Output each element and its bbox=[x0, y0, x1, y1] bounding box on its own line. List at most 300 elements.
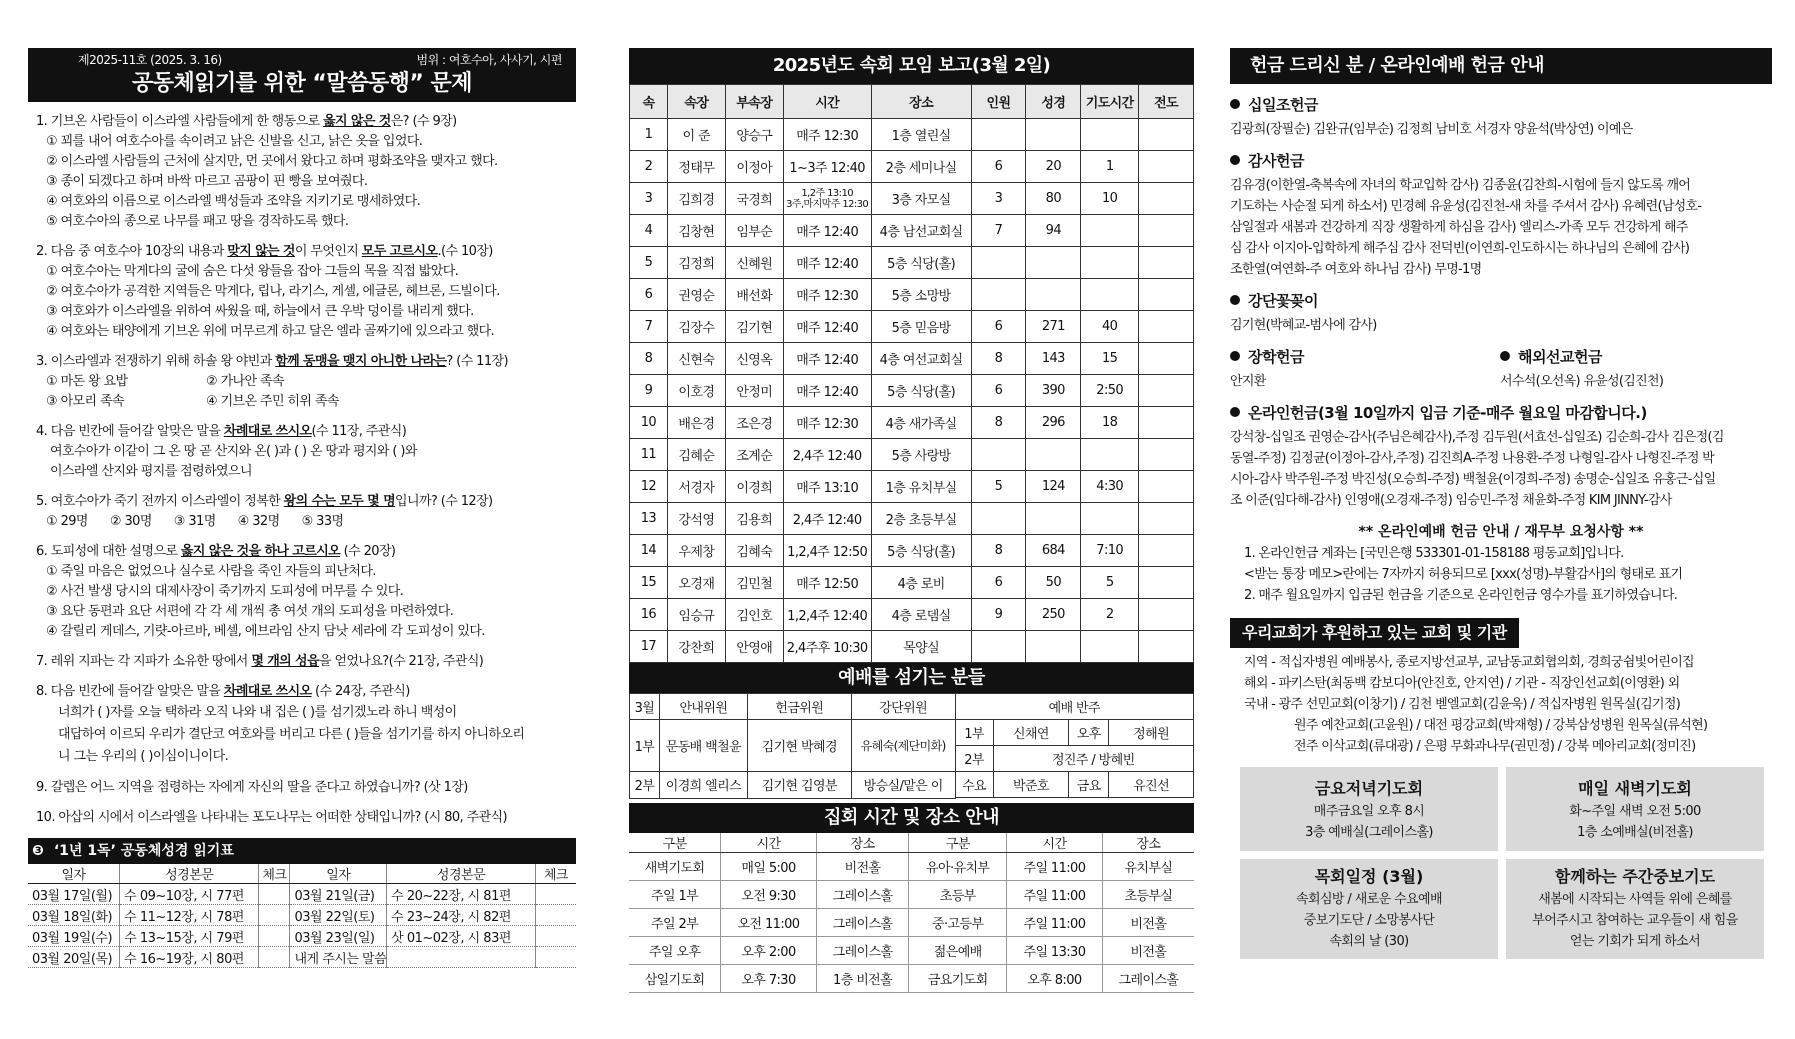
table-cell: 삿 01~02장, 시 83편 bbox=[387, 926, 536, 947]
table-cell: 2층 세미나실 bbox=[871, 151, 971, 183]
table-cell: 11 bbox=[630, 439, 668, 471]
table-cell: 김기현 bbox=[725, 311, 783, 343]
table-cell: 14 bbox=[630, 535, 668, 567]
table-cell bbox=[1139, 151, 1194, 183]
table-cell: 강석영 bbox=[667, 503, 725, 535]
table-row bbox=[629, 909, 1194, 937]
table-cell: 비전홀 bbox=[1102, 937, 1194, 965]
table-cell bbox=[387, 947, 536, 968]
table-row bbox=[630, 407, 1194, 439]
table-cell: 매주 12:40 bbox=[783, 343, 871, 375]
option: ① 꾀를 내어 여호수아를 속이려고 낡은 신발을 신고, 낡은 옷을 입었다. bbox=[46, 134, 423, 149]
info-boxes bbox=[1230, 767, 1772, 959]
table-cell: 국경희 bbox=[725, 183, 783, 215]
table-cell: 8 bbox=[971, 343, 1026, 375]
option: ① 여호수아는 막게다의 굴에 숨은 다섯 왕들을 잡아 그들의 목을 직접 밟았다. bbox=[46, 264, 459, 279]
table-cell: 6 bbox=[971, 375, 1026, 407]
table-cell: 94 bbox=[1026, 215, 1081, 247]
table-cell bbox=[1139, 407, 1194, 439]
table-row bbox=[630, 631, 1194, 663]
table-cell bbox=[1081, 215, 1139, 247]
table-cell: 6 bbox=[630, 279, 668, 311]
option: ① 마돈 왕 요밥 bbox=[46, 374, 128, 389]
option: ⑤ 여호수아의 종으로 나무를 패고 땅을 경작하도록 했다. bbox=[46, 214, 349, 229]
option: ④ 기브온 주민 히위 족속 bbox=[206, 394, 339, 409]
scholarship-mission-section: 장학헌금 안지환 해외선교헌금 서수석(오선옥) 유윤성(김진천) bbox=[1230, 348, 1664, 389]
table-row bbox=[630, 247, 1194, 279]
question-5: 5. 여호수아가 죽기 전까지 이스라엘이 정복한 왕의 수는 모두 몇 명입니까? (수 12장) ① 29명 ② 30명 ③ 31명 ④ 32명 ⑤ 33명 bbox=[28, 492, 576, 532]
table-cell bbox=[971, 279, 1026, 311]
table-cell: 1층 비전홀 bbox=[816, 965, 908, 993]
table-cell bbox=[1139, 439, 1194, 471]
table-cell: 1,2,4주 12:40 bbox=[783, 599, 871, 631]
table-cell: 03월 17일(월) bbox=[28, 884, 120, 905]
table-cell: 매일 5:00 bbox=[721, 853, 817, 881]
table-cell: 5층 사랑방 bbox=[871, 439, 971, 471]
table-cell: 7 bbox=[971, 215, 1026, 247]
table-row bbox=[629, 881, 1194, 909]
offering-column bbox=[1230, 48, 1772, 959]
table-cell: 오후 7:30 bbox=[721, 965, 817, 993]
option: ② 이스라엘 사람들의 근처에 살지만, 먼 곳에서 왔다고 하며 평화조약을 맺자고 했다. bbox=[46, 154, 498, 169]
table-cell: 4층 남선교회실 bbox=[871, 215, 971, 247]
table-cell: 젊은예배 bbox=[909, 937, 1007, 965]
table-cell bbox=[1026, 631, 1081, 663]
table-row bbox=[630, 471, 1194, 503]
question-8: 8. 다음 빈칸에 들어갈 알맞은 말을 차례대로 쓰시오 (수 24장, 주관식) 너희가 ( )자를 오늘 택하라 오직 나와 내 집은 ( )를 섬기겠노라 하니 백성이 대답하여 이르되 우리가 결단코 여호와를 버리고 다른 ( )들을 섬기기를 하지 아니하오리 니 그는 우리의 ( )이심이니이다. bbox=[36, 684, 525, 764]
reading-plan-title: ‘1년 1독’ 공동체성경 읽기표 bbox=[53, 843, 234, 859]
option: ③ 요단 동편과 요단 서편에 각 각 세 개씩 총 여섯 개의 도피성을 마련하였다. bbox=[46, 604, 454, 619]
table-cell: 신영옥 bbox=[725, 343, 783, 375]
table-row bbox=[28, 905, 576, 926]
table-cell: 15 bbox=[1081, 343, 1139, 375]
table-cell: 143 bbox=[1026, 343, 1081, 375]
table-cell: 4:30 bbox=[1081, 471, 1139, 503]
table-cell: 18 bbox=[1081, 407, 1139, 439]
table-cell: 6 bbox=[971, 151, 1026, 183]
number-badge-icon: ❸ bbox=[32, 843, 44, 859]
table-cell: 5 bbox=[971, 471, 1026, 503]
table-cell bbox=[1139, 535, 1194, 567]
cell-group-column bbox=[629, 48, 1194, 993]
table-cell: 삼일기도회 bbox=[629, 965, 721, 993]
table-cell: 8 bbox=[971, 407, 1026, 439]
table-cell: 1층 열린실 bbox=[871, 119, 971, 151]
table-row bbox=[28, 947, 576, 968]
bullet-icon bbox=[1230, 99, 1240, 109]
table-cell: 우제창 bbox=[667, 535, 725, 567]
table-row bbox=[630, 183, 1194, 215]
table-cell: 03월 21일(금) bbox=[290, 884, 387, 905]
table-cell: 3 bbox=[630, 183, 668, 215]
table-cell: 4층 새가족실 bbox=[871, 407, 971, 439]
table-cell: 5 bbox=[630, 247, 668, 279]
table-row bbox=[630, 535, 1194, 567]
table-cell: 수 20~22장, 시 81편 bbox=[387, 884, 536, 905]
table-cell: 2,4주 12:40 bbox=[783, 503, 871, 535]
table-cell bbox=[259, 947, 290, 968]
table-cell: 390 bbox=[1026, 375, 1081, 407]
table-cell bbox=[1081, 503, 1139, 535]
option: ③ 종이 되겠다고 하며 바싹 마르고 곰팡이 핀 빵을 보여줬다. bbox=[46, 174, 368, 189]
table-cell bbox=[535, 926, 576, 947]
question-2: 2. 다음 중 여호수아 10장의 내용과 맞지 않는 것이 무엇인지 모두 고르시오.(수 10장) ① 여호수아는 막게다의 굴에 숨은 다섯 왕들을 잡아 그들의 목을 직접 밟았다. ② 여호수아가 공격한 지역들은 막게다, 립나, 라기스, 게셀, 에글론, 헤브론, 드빌이다. ③ 여호와가 이스라엘을 위하여 싸웠을 때, 하늘에서 큰 우박 덩이를 내리게 했다. ④ 여호와는 태양에게 기브온 위에 머무르게 하고 달은 엘라 골짜기에 있으라고 했다. bbox=[28, 242, 576, 342]
table-cell: 20 bbox=[1026, 151, 1081, 183]
table-cell: 안정미 bbox=[725, 375, 783, 407]
table-cell: 매주 12:30 bbox=[783, 279, 871, 311]
table-cell bbox=[1139, 375, 1194, 407]
table-cell: 오후 2:00 bbox=[721, 937, 817, 965]
table-cell bbox=[259, 926, 290, 947]
table-cell bbox=[1081, 631, 1139, 663]
question-4: 4. 다음 빈칸에 들어갈 알맞은 말을 차례대로 쓰시오(수 11장, 주관식) 여호수아가 이같이 그 온 땅 곧 산지와 온( )과 ( ) 온 땅과 평지와 ( )와 이스라엘 산지와 평지를 점령하였으니 bbox=[36, 424, 417, 479]
bullet-icon bbox=[1230, 155, 1240, 165]
worship-servers-table bbox=[629, 693, 1194, 799]
table-cell: 3 bbox=[971, 183, 1026, 215]
table-row bbox=[630, 567, 1194, 599]
table-cell: 이경희 bbox=[725, 471, 783, 503]
table-cell: 2층 초등부실 bbox=[871, 503, 971, 535]
question-list bbox=[28, 112, 576, 828]
table-row bbox=[630, 215, 1194, 247]
option: ④ 여호와는 태양에게 기브온 위에 머무르게 하고 달은 엘라 골짜기에 있으라고 했다. bbox=[46, 324, 495, 339]
table-row bbox=[630, 151, 1194, 183]
online-notice: ** 온라인예배 헌금 안내 / 재무부 요청사항 ** 1. 온라인헌금 계좌는 [국민은행 533301-01-158188 평동교회]입니다. <받는 통장 메모>란에는 7자까지 허용되므로 [xxx(성명)-부활감사]의 형태로 표기 2. 매주 월요일까지 입금된 헌금을 기준으로 온라인헌금 영수가를 표기하였습니다. bbox=[1244, 524, 1683, 603]
support-list: 지역 - 적십자병원 예배봉사, 종로지방선교부, 교남동교회협의회, 경희궁쉼빛어린이집 해외 - 파키스탄(최동백 캄보디아(안진호, 안지연) / 기관 - 직장인선교회(이영환) 외 국내 - 광주 선민교회(이창기) / 김천 벧엘교회(김윤욱) / 적십자병원 원목실(김기정) 원주 예찬교회(고윤원) / 대전 평강교회(박재형) / 강북삼성병원 원목실(류석현) 전주 이삭교회(류대광) / 은평 무화과나무(권민정) / 강북 메아리교회(정미진) bbox=[1244, 655, 1708, 754]
table-cell: 수 09~10장, 시 77편 bbox=[120, 884, 259, 905]
table-cell bbox=[535, 884, 576, 905]
cell-report-table bbox=[629, 84, 1194, 663]
table-cell bbox=[971, 439, 1026, 471]
table-cell: 12 bbox=[630, 471, 668, 503]
table-row bbox=[28, 926, 576, 947]
table-cell bbox=[783, 183, 871, 215]
table-cell: 4층 여선교회실 bbox=[871, 343, 971, 375]
quiz-header bbox=[28, 48, 576, 102]
table-cell: 안영애 bbox=[725, 631, 783, 663]
table-cell: 40 bbox=[1081, 311, 1139, 343]
option: ② 30명 bbox=[109, 514, 152, 529]
table-cell: 6 bbox=[971, 567, 1026, 599]
table-cell bbox=[1139, 599, 1194, 631]
table-cell bbox=[971, 631, 1026, 663]
table-cell: 1,2,4주 12:50 bbox=[783, 535, 871, 567]
tithe-section: 십일조헌금 김광희(장필순) 김완규(임부순) 김정희 남비호 서경자 양윤석(박상연) 이예은 bbox=[1230, 96, 1633, 137]
table-cell: 50 bbox=[1026, 567, 1081, 599]
schedule-rows bbox=[629, 853, 1194, 993]
table-cell: 이 준 bbox=[667, 119, 725, 151]
table-cell: 강찬희 bbox=[667, 631, 725, 663]
table-cell: 4층 로비 bbox=[871, 567, 971, 599]
table-cell bbox=[971, 119, 1026, 151]
table-cell: 비전홀 bbox=[1102, 909, 1194, 937]
table-cell: 7:10 bbox=[1081, 535, 1139, 567]
table-cell bbox=[1081, 439, 1139, 471]
cell-report-rows bbox=[630, 119, 1194, 663]
table-cell: 수 13~15장, 시 79편 bbox=[120, 926, 259, 947]
table-cell: 4 bbox=[630, 215, 668, 247]
table-cell: 5층 식당(홀) bbox=[871, 375, 971, 407]
question-7: 7. 레위 지파는 각 지파가 소유한 땅에서 몇 개의 성읍을 얻었나요?(수 21장, 주관식) bbox=[36, 654, 484, 669]
altar-flower-section: 강단꽃꽂이 김기현(박혜교-범사에 감사) bbox=[1230, 292, 1377, 333]
table-cell: 정태무 bbox=[667, 151, 725, 183]
table-cell bbox=[1139, 631, 1194, 663]
bullet-icon bbox=[1230, 407, 1240, 417]
dawn-prayer-box: 매일 새벽기도회 화~주일 새벽 오전 5:00 1층 소예배실(비전홀) bbox=[1506, 767, 1764, 851]
table-cell: 매주 12:40 bbox=[783, 375, 871, 407]
schedule-table bbox=[629, 833, 1194, 994]
question-9: 9. 갈렙은 어느 지역을 점령하는 자에게 자신의 딸을 준다고 하였습니까? (삿 1장) bbox=[36, 780, 468, 795]
table-cell: 1층 유치부실 bbox=[871, 471, 971, 503]
table-cell: 684 bbox=[1026, 535, 1081, 567]
cell-report-title: 2025년도 속회 모임 보고(3월 2일) bbox=[629, 48, 1194, 84]
table-header-row: 일자 성경본문 체크 일자 성경본문 체크 bbox=[28, 864, 576, 884]
table-cell: 오경재 bbox=[667, 567, 725, 599]
online-offering-section: 온라인헌금(3월 10일까지 입금 기준-매주 월요일 마감합니다.) 강석창-십일조 권영순-감사(주님은혜감사),주정 김두원(서효선-십일조) 김순희-감사 김은정(김 동열-주정) 김정균(이정아-감사,주정) 김진희A-주정 나용환-주정 나형일-감사 나형진-주정 박 시아-감사 박주원-주정 박진성(오승희-주정) 백철윤(이경희-주정) 송명순-십일조 유홍근-십일 조 이준(임다해-감사) 인영애(오경재-주정) 임승민-주정 채윤화-주정 KIM JINNY-감사 bbox=[1230, 404, 1724, 508]
table-cell: 신현숙 bbox=[667, 343, 725, 375]
table-cell: 03월 20일(목) bbox=[28, 947, 120, 968]
table-cell: 5 bbox=[1081, 567, 1139, 599]
option: ② 가나안 족속 bbox=[206, 374, 284, 389]
table-cell: 서경자 bbox=[667, 471, 725, 503]
table-cell: 초등부실 bbox=[1102, 881, 1194, 909]
table-cell: 매주 12:40 bbox=[783, 215, 871, 247]
table-cell: 6 bbox=[971, 311, 1026, 343]
table-cell: 4층 로뎀실 bbox=[871, 599, 971, 631]
table-row bbox=[629, 937, 1194, 965]
bullet-icon bbox=[1500, 351, 1510, 361]
table-cell: 김인호 bbox=[725, 599, 783, 631]
table-row bbox=[630, 503, 1194, 535]
table-cell: 주일 오후 bbox=[629, 937, 721, 965]
table-cell: 5층 소망방 bbox=[871, 279, 971, 311]
table-row: 1부 문동배 백철윤 김기현 박혜경 유혜숙(제단미화) 1부 신채연 오후 정해원 bbox=[630, 720, 1194, 746]
table-cell bbox=[1139, 119, 1194, 151]
offering-title: 헌금 드리신 분 / 온라인예배 헌금 안내 bbox=[1230, 48, 1772, 84]
table-cell: 80 bbox=[1026, 183, 1081, 215]
reading-plan-header bbox=[28, 838, 576, 864]
table-cell: 5층 믿음방 bbox=[871, 311, 971, 343]
table-cell: 김용희 bbox=[725, 503, 783, 535]
table-cell: 271 bbox=[1026, 311, 1081, 343]
question-6: 6. 도피성에 대한 설명으로 옳지 않은 것을 하나 고르시오 (수 20장) ① 죽일 마음은 없었으나 실수로 사람을 죽인 자들의 피난처다. ② 사건 발생 당시의 대제사장이 죽기까지 도피성에 머무를 수 있다. ③ 요단 동편과 요단 서편에 각 각 세 개씩 총 여섯 개의 도피성을 마련하였다. ④ 갈릴리 게데스, 기럇-아르바, 베셀, 에브라임 산지 담낫 세라에 각 도피성이 있다. bbox=[28, 542, 576, 642]
table-row: 2부 정진주 / 방혜빈 bbox=[630, 746, 1194, 772]
table-cell: 신혜원 bbox=[725, 247, 783, 279]
question-3: 3. 이스라엘과 전쟁하기 위해 하솔 왕 야빈과 함께 동맹을 맺지 아니한 나라는? (수 11장) ① 마돈 왕 요밥 ② 가나안 족속 ③ 아모리 족속 ④ 기브온 주민 히위 족속 bbox=[28, 352, 576, 412]
table-cell bbox=[1026, 279, 1081, 311]
table-row bbox=[630, 119, 1194, 151]
table-cell: 수 23~24장, 시 82편 bbox=[387, 905, 536, 926]
table-cell: 내게 주시는 말씀 bbox=[290, 947, 387, 968]
table-cell: 김혜순 bbox=[667, 439, 725, 471]
option: ③ 아모리 족속 bbox=[46, 394, 124, 409]
table-cell: 매주 12:30 bbox=[783, 119, 871, 151]
table-cell bbox=[1026, 247, 1081, 279]
table-cell: 9 bbox=[971, 599, 1026, 631]
option: ④ 32명 bbox=[237, 514, 280, 529]
table-cell: 김희경 bbox=[667, 183, 725, 215]
table-cell: 그레이스홀 bbox=[816, 881, 908, 909]
table-cell bbox=[1081, 279, 1139, 311]
table-cell: 김창현 bbox=[667, 215, 725, 247]
table-cell: 8 bbox=[971, 535, 1026, 567]
question-10: 10. 아삽의 시에서 이스라엘을 나타내는 포도나무는 어떠한 상태입니까? (시 80, 주관식) bbox=[36, 810, 507, 825]
reading-plan-table bbox=[28, 864, 576, 968]
option: ④ 갈릴리 게데스, 기럇-아르바, 베셀, 에브라임 산지 담낫 세라에 각 도피성이 있다. bbox=[46, 624, 485, 639]
table-cell bbox=[535, 947, 576, 968]
option: ④ 여호와의 이름으로 이스라엘 백성들과 조약을 지키기로 맹세하였다. bbox=[46, 194, 421, 209]
table-cell: 매주 12:30 bbox=[783, 407, 871, 439]
worship-servers-title: 예배를 섬기는 분들 bbox=[629, 663, 1194, 693]
table-cell bbox=[259, 905, 290, 926]
table-cell: 03월 23일(일) bbox=[290, 926, 387, 947]
table-cell: 주일 1부 bbox=[629, 881, 721, 909]
table-row bbox=[630, 343, 1194, 375]
table-cell: 주일 11:00 bbox=[1007, 909, 1103, 937]
table-cell: 그레이스홀 bbox=[816, 909, 908, 937]
table-row bbox=[630, 599, 1194, 631]
table-cell: 2 bbox=[630, 151, 668, 183]
table-cell: 조계순 bbox=[725, 439, 783, 471]
table-cell: 비전홀 bbox=[816, 853, 908, 881]
table-cell bbox=[1139, 183, 1194, 215]
table-cell: 매주 12:50 bbox=[783, 567, 871, 599]
table-cell: 2:50 bbox=[1081, 375, 1139, 407]
table-cell: 1 bbox=[1081, 151, 1139, 183]
table-cell: 김장수 bbox=[667, 311, 725, 343]
table-row bbox=[629, 965, 1194, 993]
table-cell: 10 bbox=[630, 407, 668, 439]
table-header-row: 3월 안내위원 헌금위원 강단위원 예배 반주 bbox=[630, 694, 1194, 720]
table-cell: 주일 11:00 bbox=[1007, 853, 1103, 881]
table-cell: 16 bbox=[630, 599, 668, 631]
friday-prayer-box: 금요저녁기도회 매주금요일 오후 8시 3층 예배실(그레이스홀) bbox=[1240, 767, 1498, 851]
table-cell bbox=[1139, 567, 1194, 599]
thanks-section: 감사헌금 김유경(이한열-축복속에 자녀의 학교입학 감사) 김종윤(김찬희-시험에 들지 않도록 깨어 기도하는 사순절 되게 하소서) 민경혜 유윤성(김진천-새 차를 주셔서 감사) 유혜련(남성호- 삼일절과 새봄과 건강하게 직장 생활하게 하심을 감사) 엘리스-가족 모두 건강하게 해주 심 감사 이지아-입학하게 해주심 감사 전덕빈(이연희-인도하시는 하나님의 은혜에 감사) 조한열(여연화-주 여호와 하나님 감사) 무명-1명 bbox=[1230, 152, 1702, 277]
table-cell: 10 bbox=[1081, 183, 1139, 215]
table-row: 2부 이경희 엘리스 김기현 김영분 방승실/맡은 이 수요 박준호 금요 유진선 bbox=[630, 772, 1194, 798]
table-cell bbox=[1139, 503, 1194, 535]
table-cell: 8 bbox=[630, 343, 668, 375]
option: ② 사건 발생 당시의 대제사장이 죽기까지 도피성에 머무를 수 있다. bbox=[46, 584, 404, 599]
table-cell: 그레이스홀 bbox=[1102, 965, 1194, 993]
table-cell bbox=[971, 503, 1026, 535]
table-cell: 주일 2부 bbox=[629, 909, 721, 937]
table-cell: 배은경 bbox=[667, 407, 725, 439]
table-cell bbox=[1081, 247, 1139, 279]
reading-range: 범위 : 여호수아, 사사기, 시편 bbox=[416, 53, 562, 67]
table-cell bbox=[1081, 119, 1139, 151]
table-cell bbox=[1026, 503, 1081, 535]
question-1: 1. 기브온 사람들이 이스라엘 사람들에게 한 행동으로 옳지 않은 것은? (수 9장) ① 꾀를 내어 여호수아를 속이려고 낡은 신발을 신고, 낡은 옷을 입었다. ② 이스라엘 사람들의 근처에 살지만, 먼 곳에서 왔다고 하며 평화조약을 맺자고 했다. ③ 종이 되겠다고 하며 바싹 마르고 곰팡이 핀 빵을 보여줬다. ④ 여호와의 이름으로 이스라엘 백성들과 조약을 지키기로 맹세하였다. ⑤ 여호수아의 종으로 나무를 패고 땅을 경작하도록 했다. bbox=[28, 112, 576, 232]
table-cell: 03월 18일(화) bbox=[28, 905, 120, 926]
option: ⑤ 33명 bbox=[301, 514, 344, 529]
table-header-row: 구분 시간 장소 구분 시간 장소 bbox=[629, 833, 1194, 853]
table-cell: 오전 9:30 bbox=[721, 881, 817, 909]
table-cell: 이정아 bbox=[725, 151, 783, 183]
table-cell: 2 bbox=[1081, 599, 1139, 631]
bullet-icon bbox=[1230, 295, 1240, 305]
table-cell: 오후 8:00 bbox=[1007, 965, 1103, 993]
table-cell: 수 16~19장, 시 80편 bbox=[120, 947, 259, 968]
table-cell: 배선화 bbox=[725, 279, 783, 311]
table-cell: 주일 13:30 bbox=[1007, 937, 1103, 965]
support-title: 우리교회가 후원하고 있는 교회 및 기관 bbox=[1230, 618, 1519, 648]
table-cell: 124 bbox=[1026, 471, 1081, 503]
option: ① 29명 bbox=[46, 514, 88, 529]
schedule-title: 집회 시간 및 장소 안내 bbox=[629, 803, 1194, 833]
table-cell: 5층 식당(홀) bbox=[871, 247, 971, 279]
reading-plan-rows bbox=[28, 884, 576, 968]
table-cell: 목양실 bbox=[871, 631, 971, 663]
table-cell: 그레이스홀 bbox=[816, 937, 908, 965]
table-cell: 김민철 bbox=[725, 567, 783, 599]
table-cell: 초등부 bbox=[909, 881, 1007, 909]
table-cell bbox=[1139, 215, 1194, 247]
table-row bbox=[629, 853, 1194, 881]
table-cell: 1~3주 12:40 bbox=[783, 151, 871, 183]
weekly-intercession-box: 함께하는 주간중보기도 새봄에 시작되는 사역들 위에 은혜를 부어주시고 참여하는 교우들이 새 힘을 얻는 기회가 되게 하소서 bbox=[1506, 859, 1764, 959]
table-cell: 임승규 bbox=[667, 599, 725, 631]
option: ③ 31명 bbox=[173, 514, 216, 529]
table-cell: 03월 22일(토) bbox=[290, 905, 387, 926]
pastoral-schedule-box: 목회일정 (3월) 속회심방 / 새로운 수요예배 중보기도단 / 소망봉사단 속회의 날 (30) bbox=[1240, 859, 1498, 959]
table-cell: 매주 12:40 bbox=[783, 247, 871, 279]
table-cell: 금요기도회 bbox=[909, 965, 1007, 993]
table-cell: 매주 13:10 bbox=[783, 471, 871, 503]
table-row bbox=[630, 439, 1194, 471]
table-row bbox=[28, 884, 576, 905]
table-cell: 15 bbox=[630, 567, 668, 599]
table-cell bbox=[535, 905, 576, 926]
table-cell bbox=[1139, 471, 1194, 503]
table-cell: 1 bbox=[630, 119, 668, 151]
table-cell: 7 bbox=[630, 311, 668, 343]
table-cell bbox=[1139, 311, 1194, 343]
table-cell bbox=[1139, 247, 1194, 279]
table-cell: 김정희 bbox=[667, 247, 725, 279]
table-row bbox=[630, 279, 1194, 311]
table-cell: 296 bbox=[1026, 407, 1081, 439]
table-cell: 이호경 bbox=[667, 375, 725, 407]
table-cell: 양승구 bbox=[725, 119, 783, 151]
table-cell bbox=[1026, 439, 1081, 471]
bullet-icon bbox=[1230, 351, 1240, 361]
table-cell: 250 bbox=[1026, 599, 1081, 631]
table-cell: 권영순 bbox=[667, 279, 725, 311]
option: ③ 여호와가 이스라엘을 위하여 싸웠을 때, 하늘에서 큰 우박 덩이를 내리게 했다. bbox=[46, 304, 474, 319]
table-header-row: 속 속장 부속장 시간 장소 인원 성경 기도시간 전도 bbox=[630, 85, 1194, 119]
table-cell bbox=[1139, 279, 1194, 311]
table-cell: 17 bbox=[630, 631, 668, 663]
table-cell: 유치부실 bbox=[1102, 853, 1194, 881]
table-cell: 13 bbox=[630, 503, 668, 535]
table-cell: 중·고등부 bbox=[909, 909, 1007, 937]
table-cell: 새벽기도회 bbox=[629, 853, 721, 881]
table-cell: 조은경 bbox=[725, 407, 783, 439]
quiz-title: 공동체읽기를 위한 “말씀동행” 문제 bbox=[132, 71, 472, 96]
table-cell bbox=[971, 247, 1026, 279]
table-cell: 김혜숙 bbox=[725, 535, 783, 567]
bible-quiz-column bbox=[28, 48, 576, 968]
table-cell: 2,4주 12:40 bbox=[783, 439, 871, 471]
table-cell: 2,4주후 10:30 bbox=[783, 631, 871, 663]
table-cell: 수 11~12장, 시 78편 bbox=[120, 905, 259, 926]
table-cell bbox=[1139, 343, 1194, 375]
option: ② 여호수아가 공격한 지역들은 막게다, 립나, 라기스, 게셀, 에글론, 헤브론, 드빌이다. bbox=[46, 284, 500, 299]
table-cell bbox=[1026, 119, 1081, 151]
table-cell: 매주 12:40 bbox=[783, 311, 871, 343]
